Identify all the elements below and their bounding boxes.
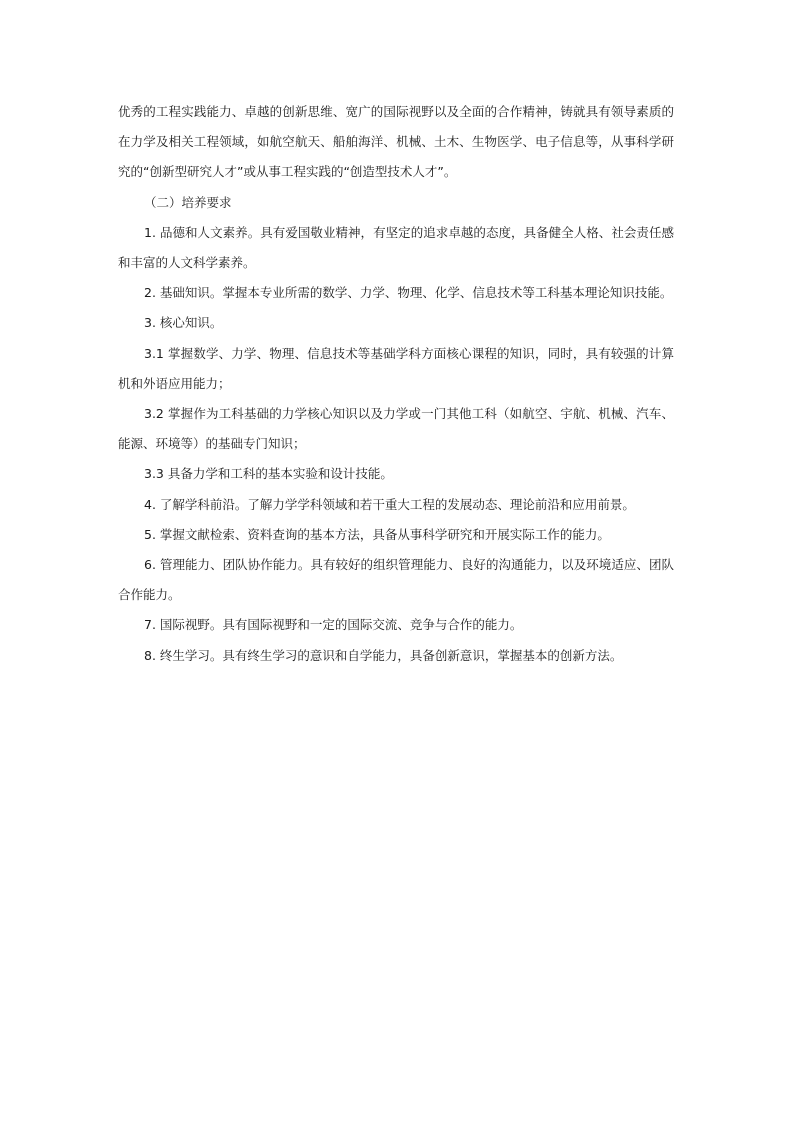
requirement-item-6: 6. 管理能力、团队协作能力。具有较好的组织管理能力、良好的沟通能力，以及环境适应、团队合作能力。 [118, 557, 674, 603]
document-body [118, 97, 674, 671]
requirement-item-1: 1. 品德和人文素养。具有爱国敬业精神，有坚定的追求卓越的态度，具备健全人格、社会责任感和丰富的人文科学素养。 [118, 224, 674, 271]
requirement-item-3-1: 3.1 掌握数学、力学、物理、信息技术等基础学科方面核心课程的知识，同时，具有较强的计算机和外语应用能力； [118, 345, 674, 391]
requirement-item-2: 2. 基础知识。掌握本专业所需的数学、力学、物理、化学、信息技术等工科基本理论知识技能。 [144, 285, 673, 301]
requirement-item-3-3: 3.3 具备力学和工科的基本实验和设计技能。 [144, 466, 393, 482]
requirement-item-8: 8. 终生学习。具有终生学习的意识和自学能力，具备创新意识，掌握基本的创新方法。 [144, 647, 623, 663]
section-heading: （二）培养要求 [144, 194, 232, 210]
requirement-item-3: 3. 核心知识。 [144, 315, 223, 331]
intro-paragraph: 优秀的工程实践能力、卓越的创新思维、宽广的国际视野以及全面的合作精神，铸就具有领导素质的在力学及相关工程领域，如航空航天、船舶海洋、机械、土木、生物医学、电子信息等，从事科学研究的“创新型研究人才”或从事工程实践的“创造型技术人才”。 [118, 104, 674, 180]
requirement-item-7: 7. 国际视野。具有国际视野和一定的国际交流、竞争与合作的能力。 [144, 617, 523, 633]
requirement-item-3-2: 3.2 掌握作为工科基础的力学核心知识以及力学或一门其他工科（如航空、宇航、机械、汽车、能源、环境等）的基础专门知识； [118, 406, 674, 452]
requirement-item-4: 4. 了解学科前沿。了解力学学科领域和若干重大工程的发展动态、理论前沿和应用前景。 [144, 496, 635, 512]
requirement-item-5: 5. 掌握文献检索、资料查询的基本方法，具备从事科学研究和开展实际工作的能力。 [144, 526, 610, 542]
